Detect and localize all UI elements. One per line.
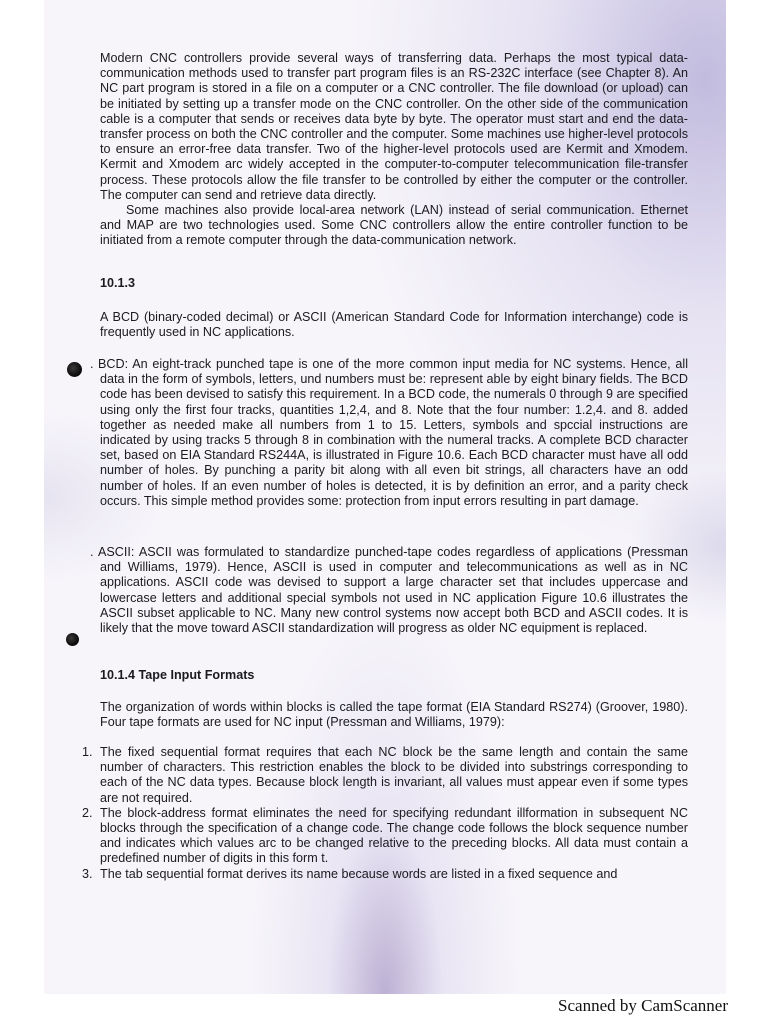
- bullet-marker: .: [90, 545, 94, 559]
- list-item-number: 2.: [82, 805, 93, 820]
- scanner-watermark: Scanned by CamScanner: [558, 996, 728, 1015]
- paragraph-lan: Some machines also provide local-area network (LAN) instead of serial communication. Ethernet and MAP are two technologies used. Some CNC controllers allow the entire controller function to be initiated from a remote computer through the data-communication network.: [100, 203, 688, 248]
- list-item: [82, 745, 688, 806]
- list-item-text: The fixed sequential format requires that each NC block be the same length and contain the same number of characters. This restriction enables the block to be divided into substrings corresponding to each of the NC data types. Because block length is invariant, all values must appear even if some types are not required.: [100, 745, 688, 805]
- bullet-text-ascii: ASCII: ASCII was formulated to standardize punched-tape codes regardless of applications (Pressman and Williams, 1979). Hence, ASCII is used in computer and telecommunications as well as in NC applications. ASCII code was devised to support a large character set that includes uppercase and lowercase letters and additional special symbols not used in NC application Figure 10.6 illustrates the ASCII subset applicable to NC. Many new control systems now accept both BCD and ASCII codes. It is likely that the move toward ASCII standardization will progress as older NC equipment is replaced.: [98, 545, 688, 636]
- list-item-text: The tab sequential format derives its name because words are listed in a fixed sequence and: [100, 866, 618, 881]
- list-item: [82, 866, 688, 882]
- paragraph-data-transfer: Modern CNC controllers provide several ways of transferring data. Perhaps the most typical data-communication methods used to transfer part program files is an RS-232C interface (see Chapter 8). An NC part program is stored in a file on a computer or a CNC controller. The file download (or upload) can be initiated by setting up a transfer mode on the CNC controller. On the other side of the communication cable is a computer that sends or receives data byte by byte. The operator must start and end the data-transfer process on both the CNC controller and the computer. Some machines use higher-level protocols to ensure an error-free data transfer. Two of the higher-level protocols used are Kermit and Xmodem. Kermit and Xmodem arc widely accepted in the computer-to-computer telecommunication file-transfer process. These protocols allow the file transfer to be controlled by either the computer or the controller. The computer can send and retrieve data directly.: [100, 51, 689, 202]
- list-item: [82, 805, 688, 867]
- paragraph-bcd-ascii-intro: A BCD (binary-coded decimal) or ASCII (American Standard Code for Information interchange) code is frequently used in NC applications.: [100, 310, 688, 340]
- list-item-number: 3.: [82, 866, 93, 881]
- tape-format-list: [82, 745, 688, 882]
- section-heading-10-1-3: 10.1.3: [100, 276, 136, 290]
- list-item-number: 1.: [82, 745, 93, 759]
- bullet-text-bcd: BCD: An eight-track punched tape is one of the more common input media for NC systems. Hence, all data in the form of symbols, letters, und numbers must be: represent able by eight binary fields. The BCD code has been devised to satisfy this requirement. In a BCD code, the numerals 0 through 9 are specified using only the first four tracks, quantities 1,2,4, and 8. Note that the four number: 1.2,4. and 8. added together as needed make all numbers from 1 to 15. Letters, symbols and spccial instructions are indicated by using tracks 5 through 8 in combination with the numeral tracks. A complete BCD character set, based on EIA Standard RS244A, is illustrated in Figure 10.6. Each BCD character must have all odd number of holes. By punching a parity bit along with all even bit strings, all characters have an odd number of holes. If an even number of holes is detected, it is by definition an error, and a parity check occurs. This simple method provides some: protection from input errors resulting in part damage.: [98, 357, 688, 508]
- paragraph-tape-format: The organization of words within blocks is called the tape format (EIA Standard RS274) (Groover, 1980). Four tape formats are used for NC input (Pressman and Williams, 1979):: [100, 700, 688, 730]
- punch-hole-mark: [66, 633, 79, 646]
- scanned-page: [44, 0, 726, 994]
- punch-hole-mark: [67, 362, 82, 377]
- section-heading-10-1-4: 10.1.4 Tape Input Formats: [100, 668, 255, 682]
- bullet-marker: .: [90, 357, 94, 371]
- intro-paragraphs: [100, 51, 688, 249]
- list-item-text: The block-address format eliminates the need for specifying redundant illformation in subsequent NC blocks through the specification of a change code. The change code follows the block sequence number and indicates which values arc to be changed relative to the preceding blocks. All data must contain a predefined number of digits in this form t.: [100, 805, 688, 866]
- bullet-item-bcd: [90, 357, 688, 509]
- bullet-item-ascii: [90, 545, 688, 636]
